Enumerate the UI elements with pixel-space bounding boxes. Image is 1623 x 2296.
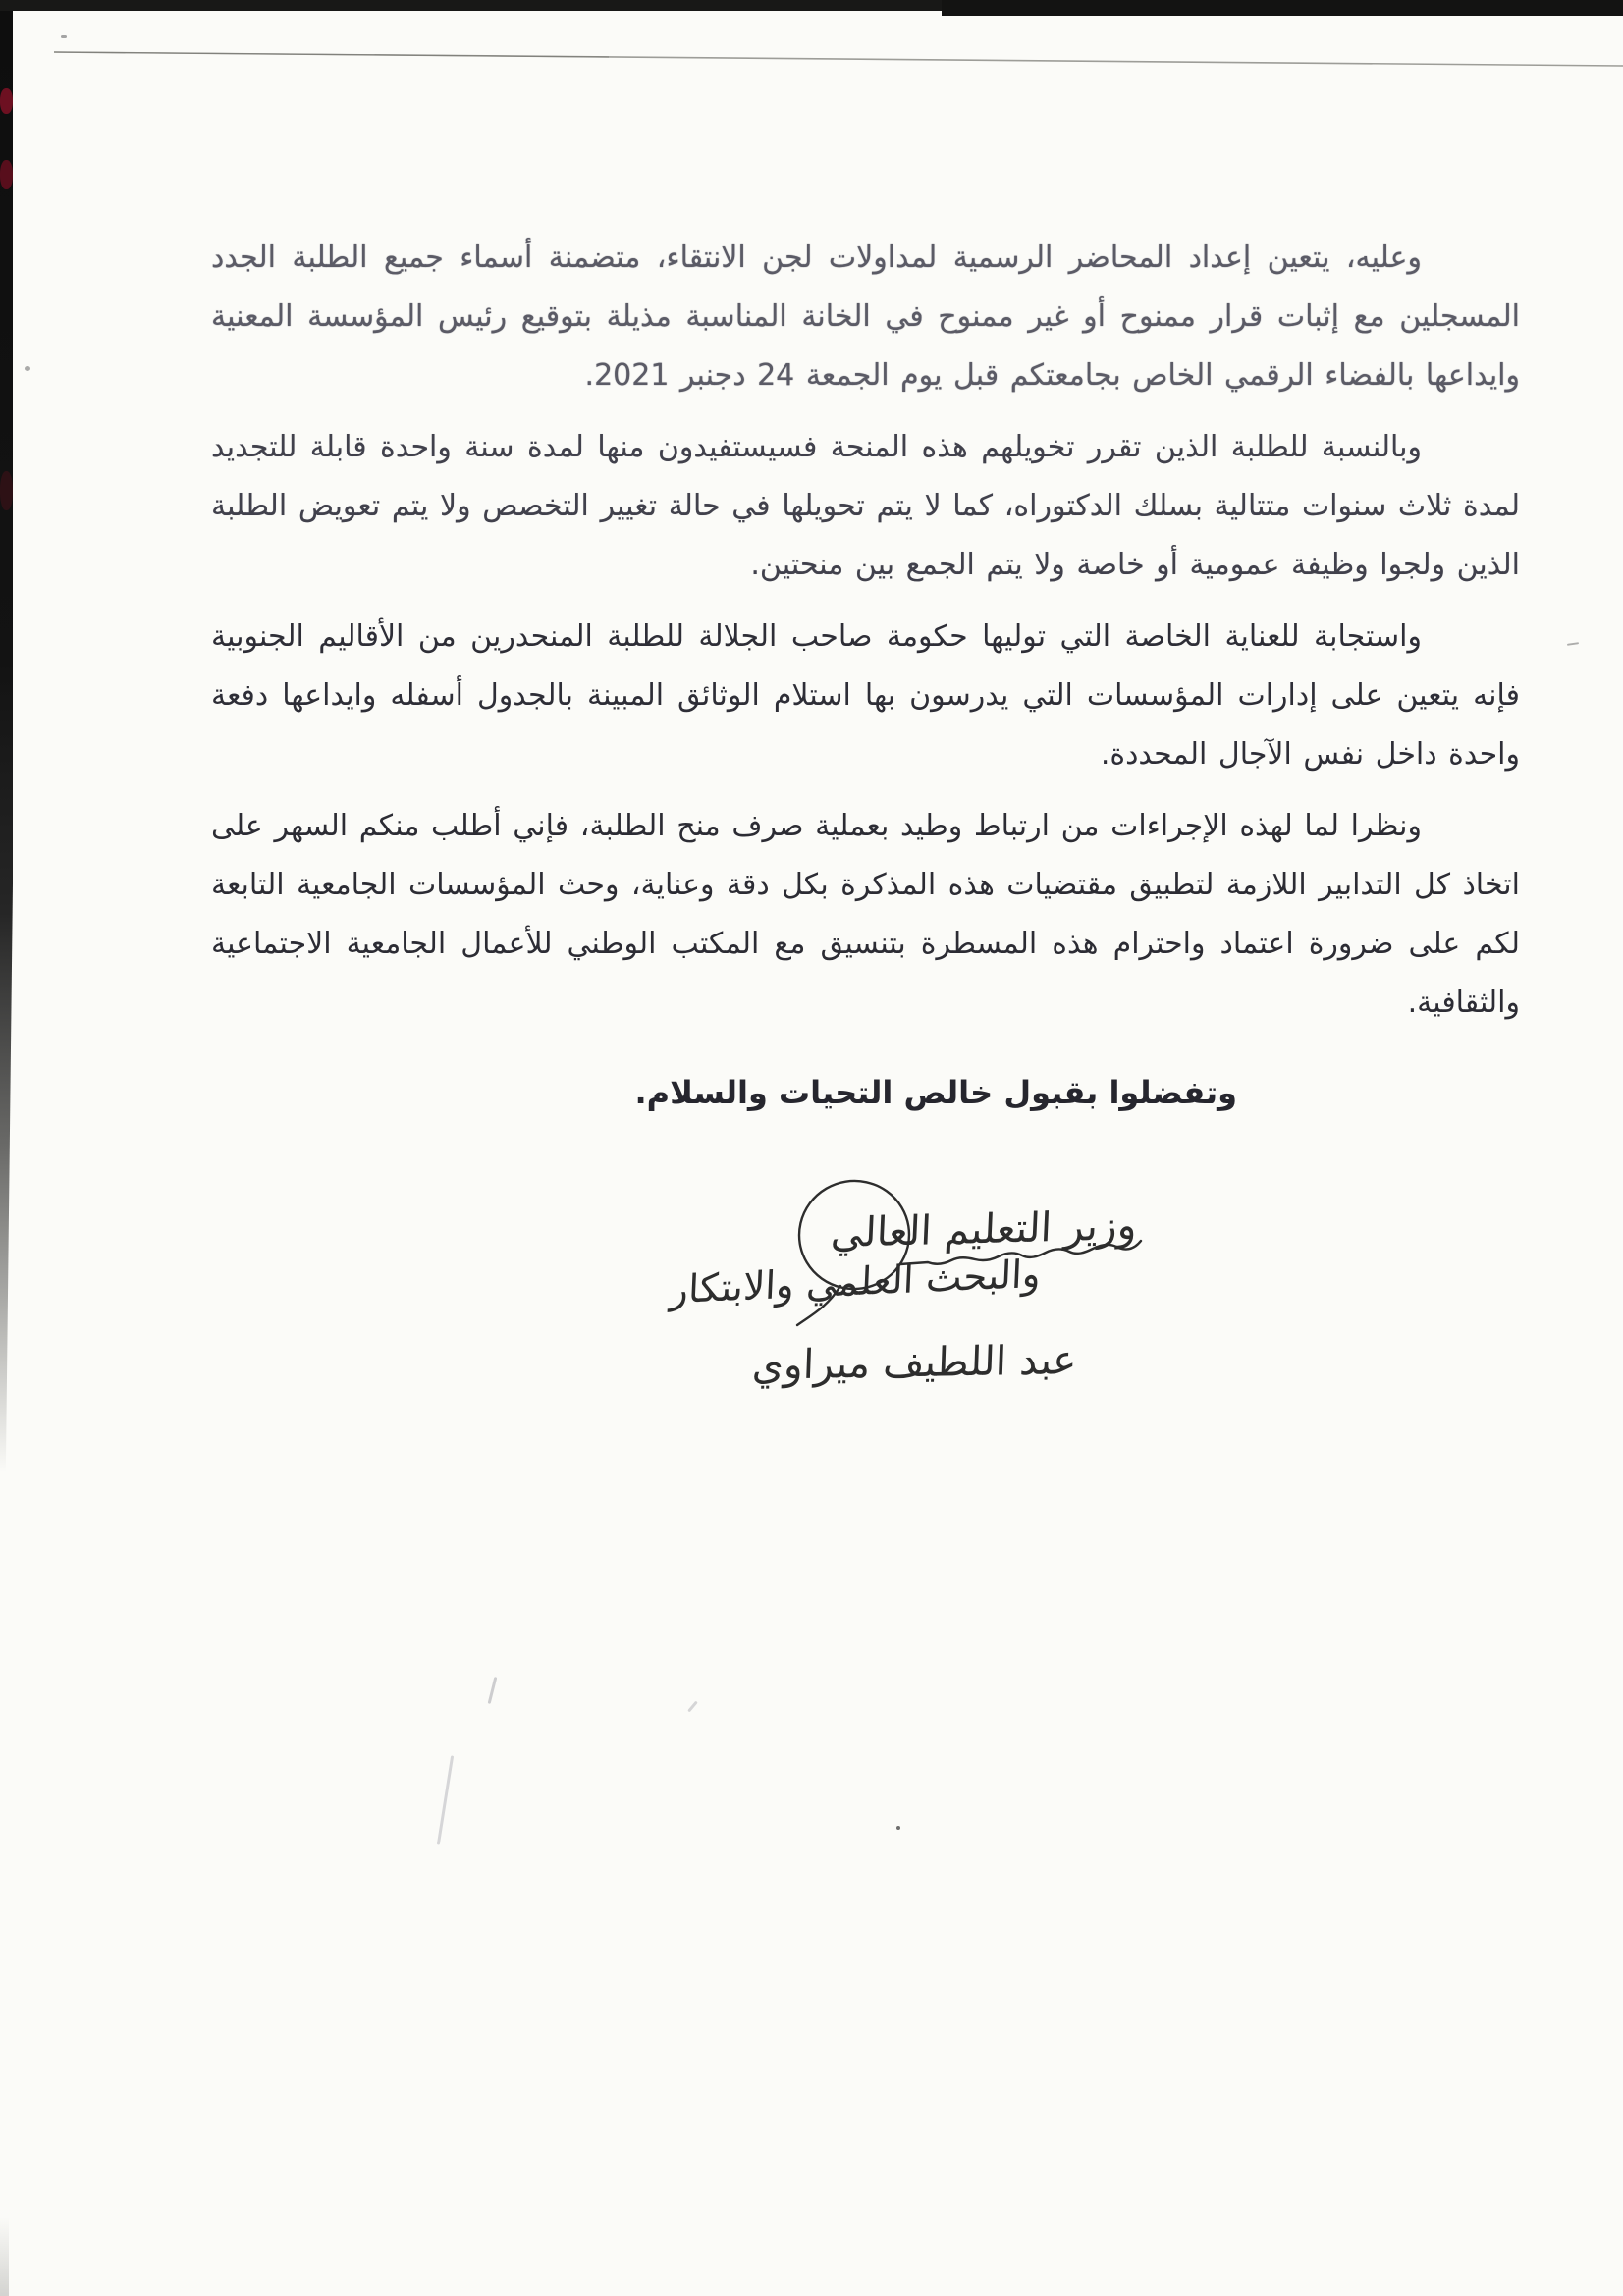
letter-body [211, 229, 1520, 1111]
scan-edge-left [0, 0, 13, 1472]
scan-speck [488, 1677, 498, 1704]
signature-stroke [727, 1158, 1178, 1355]
scan-speck [437, 1755, 454, 1844]
letter-paragraph-3: واستجابة للعناية الخاصة التي توليها حكومة صاحب الجلالة للطلبة المنحدرين من الأقاليم الجنوبية فإنه يتعين على إدارات المؤسسات التي يدرسون بها استلام الوثائق المبينة بالجدول أسفله وايداعها دفعة واحدة داخل نفس الآجال المحددة. [211, 619, 1520, 772]
signature-title-line2: والبحث العلمي والابتكار [669, 1252, 1042, 1313]
scan-speck [61, 35, 67, 38]
scan-line-artifact [0, 0, 1623, 79]
scan-red-artifact [0, 471, 13, 510]
scan-speck [896, 1826, 900, 1830]
letter-paragraph-2: وبالنسبة للطلبة الذين تقرر تخويلهم هذه المنحة فسيستفيدون منها لمدة سنة واحدة قابلة للتجديد لمدة ثلاث سنوات متتالية بسلك الدكتوراه، كما لا يتم تحويلها في حالة تغيير التخصص ولا يتم تعويض الطلبة الذين ولجوا وظيفة عمومية أو خاصة ولا يتم الجمع بين منحتين. [211, 430, 1520, 582]
scan-red-artifact [0, 160, 13, 189]
letter-paragraph-4: ونظرا لما لهذه الإجراءات من ارتباط وطيد بعملية صرف منح الطلبة، فإني أطلب منكم السهر على اتخاذ كل التدابير اللازمة لتطبيق مقتضيات هذه المذكرة بكل دقة وعناية، وحث المؤسسات الجامعية التابعة لكم على ضرورة اعتماد واحترام هذه المسطرة بتنسيق مع المكتب الوطني للأعمال الجامعية الاجتماعية والثقافية. [211, 809, 1520, 1020]
signer-name: عبد اللطيف ميراوي [751, 1336, 1078, 1389]
scan-speck [687, 1701, 698, 1713]
scan-red-artifact [0, 88, 13, 114]
letter-closing-salutation: وتفضلوا بقبول خالص التحيات والسلام. [634, 1074, 1237, 1111]
letter-paragraph-1: وعليه، يتعين إعداد المحاضر الرسمية لمداولات لجن الانتقاء، متضمنة أسماء جميع الطلبة الجدد المسجلين مع إثبات قرار ممنوح أو غير ممنوح في الخانة المناسبة مذيلة بتوقيع رئيس المؤسسة المعنية وايداعها بالفضاء الرقمي الخاص بجامعتكم قبل يوم الجمعة 24 دجنبر 2021. [211, 240, 1520, 393]
scan-speck [1567, 642, 1579, 646]
signature-title-line1: وزير التعليم العالي [830, 1201, 1138, 1257]
scan-speck [25, 366, 30, 371]
scan-edge-bottom-left [0, 2217, 9, 2296]
